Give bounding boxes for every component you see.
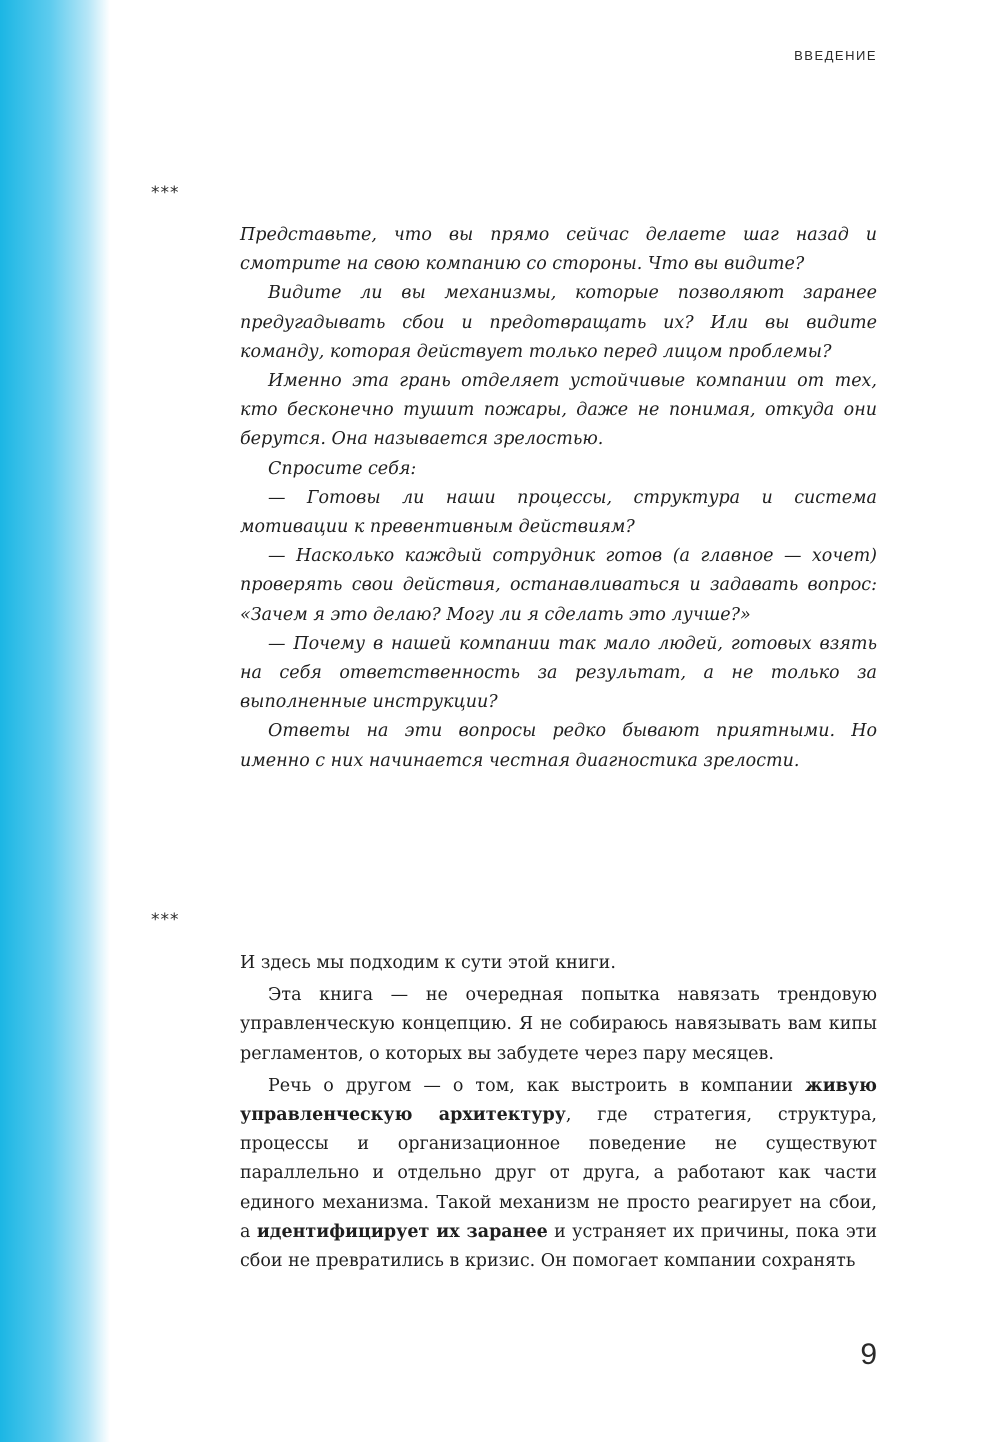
paragraph: Спросите себя: [268, 458, 417, 479]
paragraph: И здесь мы подходим к сути этой книги. [240, 953, 616, 973]
question-item: — Насколько каждый сотрудник готов (а главное — хочет) проверять свои действия, останавливаться и задавать вопрос: «Зачем я это делаю? Могу ли я сделать это лучше?» [240, 546, 877, 625]
paragraph: Представьте, что вы прямо сейчас делаете шаг назад и смотрите на свою компанию со стороны. Что вы видите? [240, 225, 877, 275]
paragraph: Эта книга — не очередная попытка навязать трендовую управленческую концепцию. Я не собираюсь навязывать вам кипы регламентов, о которых вы забудете через пару месяцев. [240, 985, 877, 1064]
page-number: 9 [860, 1338, 877, 1371]
section-separator: *** [151, 910, 180, 930]
section-separator: *** [151, 183, 180, 203]
text-run: , где стратегия, структура, процессы и организационное поведение не существуют параллельно и отдельно друг от друга, а работают как части единого механизма. Такой механизм не просто реагирует на сбои, а [240, 1105, 877, 1242]
paragraph [240, 1072, 877, 1276]
bold-phrase: идентифицирует их заранее [256, 1221, 548, 1242]
italic-section [240, 221, 877, 776]
text-run: Речь о другом — о том, как выстроить в компании [268, 1075, 806, 1096]
question-item: — Почему в нашей компании так мало людей, готовых взять на себя ответственность за результат, а не только за выполненные инструкции? [240, 633, 877, 713]
side-color-band [0, 0, 110, 1442]
paragraph: Ответы на эти вопросы редко бывают приятными. Но именно с них начинается честная диагностика зрелости. [240, 721, 877, 771]
body-section [240, 949, 877, 1279]
running-head: ВВЕДЕНИЕ [794, 48, 877, 63]
paragraph: Видите ли вы механизмы, которые позволяют заранее предугадывать сбои и предотвращать их? Или вы видите команду, которая действует только перед лицом проблемы? [240, 283, 877, 362]
bold-phrase: живую управленческую архитектуру [240, 1075, 877, 1126]
paragraph: Именно эта грань отделяет устойчивые компании от тех, кто бесконечно тушит пожары, даже не понимая, откуда они берутся. Она называется зрелостью. [240, 371, 877, 450]
question-item: — Готовы ли наши процессы, структура и система мотивации к превентивным действиям? [240, 487, 877, 538]
text-run: и устраняет их причины, пока эти сбои не превратились в кризис. Он помогает компании сохранять [240, 1221, 877, 1272]
